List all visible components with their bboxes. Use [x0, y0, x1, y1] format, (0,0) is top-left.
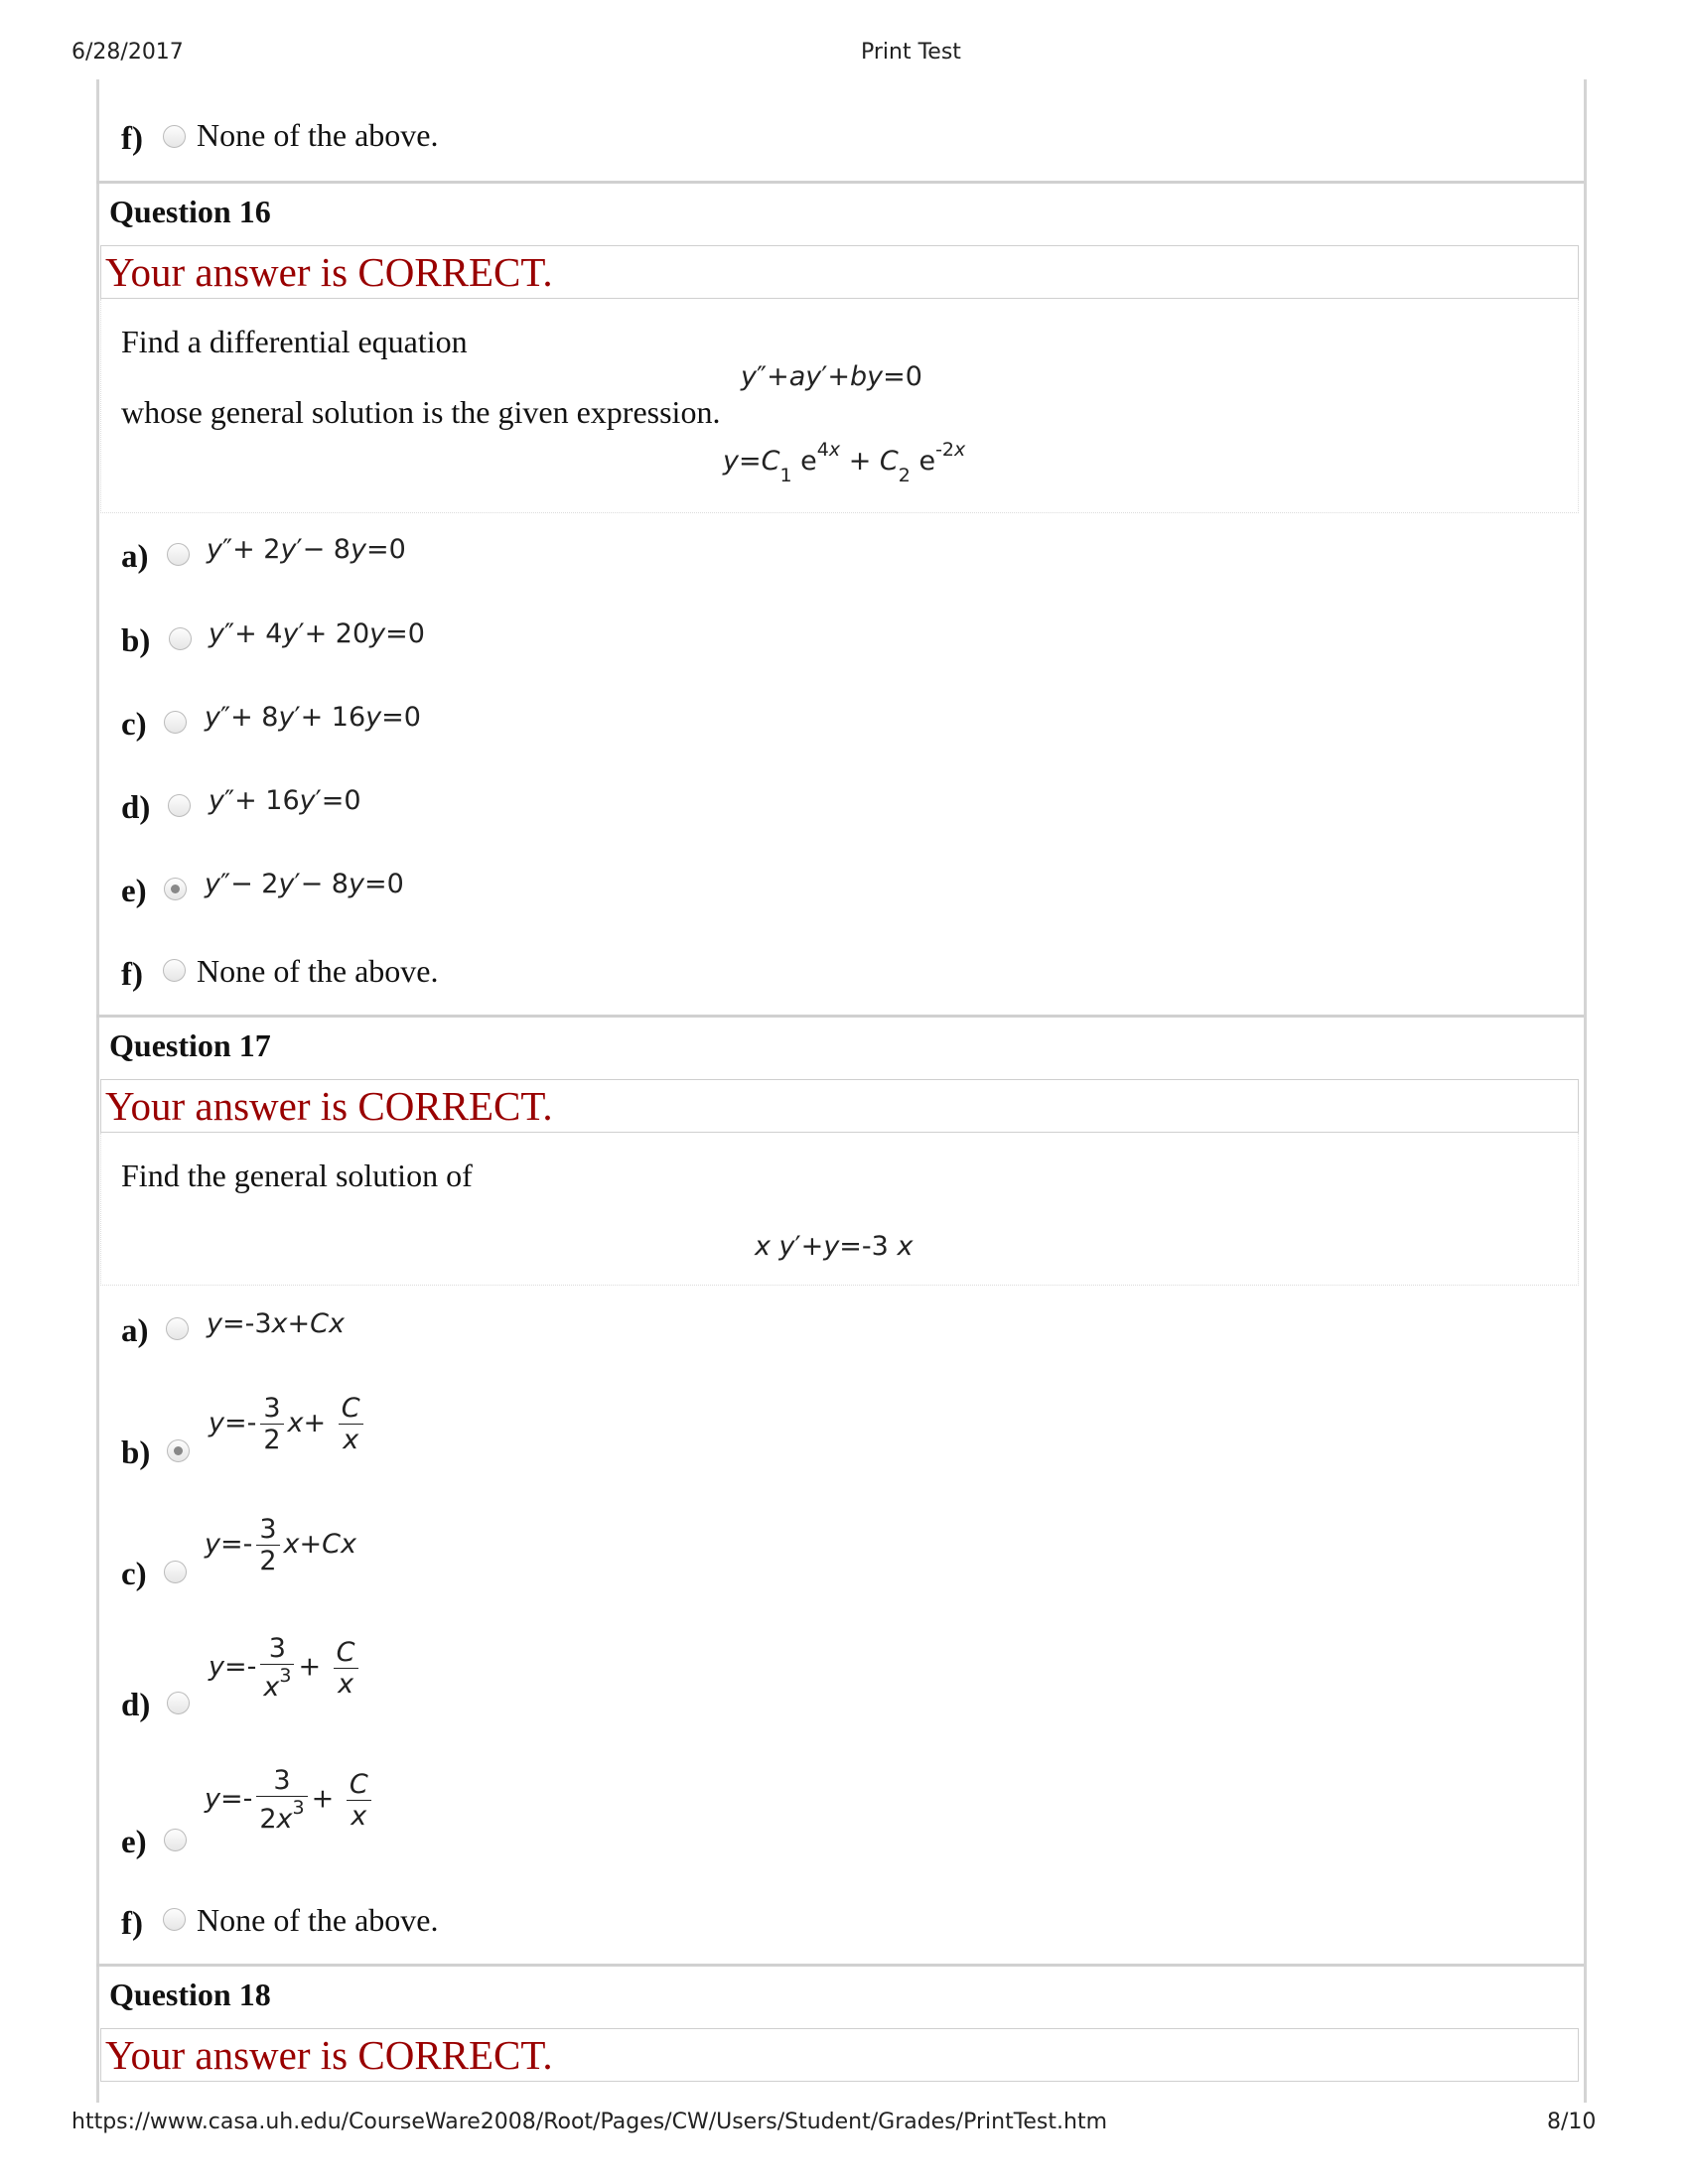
question-16-prompt-line1: Find a differential equation	[121, 324, 468, 359]
q17-option-e-radio[interactable]	[164, 1829, 187, 1851]
q16-option-d-radio[interactable]	[168, 794, 191, 817]
question-separator	[96, 181, 1584, 184]
q16-option-a-radio[interactable]	[167, 543, 190, 566]
q16-option-a-equation: y″+ 2y′− 8y=0	[207, 534, 406, 565]
q16-option-e-label: e)	[121, 874, 147, 909]
question-17-result-text: Your answer is CORRECT.	[105, 1083, 553, 1129]
question-17-title: Question 17	[109, 1027, 271, 1063]
question-16-prompt-line2: whose general solution is the given expression.	[121, 394, 721, 430]
question-16-result-text: Your answer is CORRECT.	[105, 249, 553, 295]
question-18-result	[100, 2028, 1579, 2082]
question-16-title: Question 16	[109, 194, 271, 229]
question-16-general-solution: $y=C_1$ $e^{4x} + C_2$ $e^{-2x}$	[723, 439, 966, 486]
page-title: Print Test	[861, 40, 961, 65]
q17-option-e-equation: y=- $\frac{3}{2x^3}$ + $\frac{C}{x}$	[205, 1765, 375, 1835]
q16-option-c-radio[interactable]	[164, 711, 187, 734]
q16-option-b-equation: y″+ 4y′+ 20y=0	[209, 618, 425, 649]
question-17-result	[100, 1079, 1579, 1133]
q17-option-f-label: f)	[121, 1906, 143, 1942]
q17-option-d-equation: y=- $\frac{3}{x^3}$ + $\frac{C}{x}$	[209, 1633, 362, 1703]
q17-option-b-radio-selected[interactable]	[167, 1439, 190, 1462]
q16-option-d-equation: y″+ 16y′=0	[209, 785, 361, 816]
question-17-body	[100, 1133, 1579, 1286]
question-17-equation: x y′+y=-3 x	[755, 1231, 914, 1262]
q17-option-d-radio[interactable]	[167, 1692, 190, 1714]
q17-option-b-equation: y=- $\frac{3}{2}$ x+ $\frac{C}{x}$	[209, 1393, 367, 1455]
q17-option-c-radio[interactable]	[164, 1561, 187, 1583]
q16-option-b-radio[interactable]	[169, 627, 192, 650]
q17-option-f-text: None of the above.	[197, 1902, 439, 1938]
q16-option-f-label: f)	[121, 957, 143, 993]
q17-option-a-label: a)	[121, 1313, 149, 1349]
question-separator	[96, 1964, 1584, 1967]
question-16-equation-form: y″+ay′+by=0	[741, 361, 922, 392]
q17-option-d-label: d)	[121, 1688, 151, 1723]
prev-option-f-radio[interactable]	[163, 125, 186, 148]
question-18-result-text: Your answer is CORRECT.	[105, 2032, 553, 2078]
prev-option-f-label: f)	[121, 121, 143, 157]
question-17-prompt: Find the general solution of	[121, 1158, 473, 1193]
question-separator	[96, 1015, 1584, 1018]
print-date: 6/28/2017	[71, 40, 184, 65]
question-18-title: Question 18	[109, 1977, 271, 2012]
question-16-result	[100, 245, 1579, 299]
q17-option-f-radio[interactable]	[163, 1908, 186, 1931]
q17-option-a-equation: y=-3x+Cx	[207, 1308, 345, 1339]
page-number: 8/10	[1547, 2110, 1597, 2134]
q17-option-b-label: b)	[121, 1435, 151, 1471]
q16-option-f-text: None of the above.	[197, 953, 439, 989]
q16-option-c-equation: y″+ 8y′+ 16y=0	[205, 702, 421, 733]
q17-option-e-label: e)	[121, 1825, 147, 1860]
q17-option-c-label: c)	[121, 1557, 147, 1592]
q16-option-a-label: a)	[121, 539, 149, 575]
q16-option-c-label: c)	[121, 707, 147, 743]
q16-option-e-radio-selected[interactable]	[164, 878, 187, 900]
q16-option-e-equation: y″− 2y′− 8y=0	[205, 869, 404, 899]
prev-option-f-text: None of the above.	[197, 117, 439, 153]
q16-option-f-radio[interactable]	[163, 959, 186, 982]
q16-option-d-label: d)	[121, 790, 151, 826]
q17-option-c-equation: y=- $\frac{3}{2}$ x+Cx	[205, 1514, 356, 1576]
page-url: https://www.casa.uh.edu/CourseWare2008/Root/Pages/CW/Users/Student/Grades/PrintTest.htm	[71, 2110, 1108, 2134]
q17-option-a-radio[interactable]	[166, 1317, 189, 1340]
q16-option-b-label: b)	[121, 623, 151, 659]
